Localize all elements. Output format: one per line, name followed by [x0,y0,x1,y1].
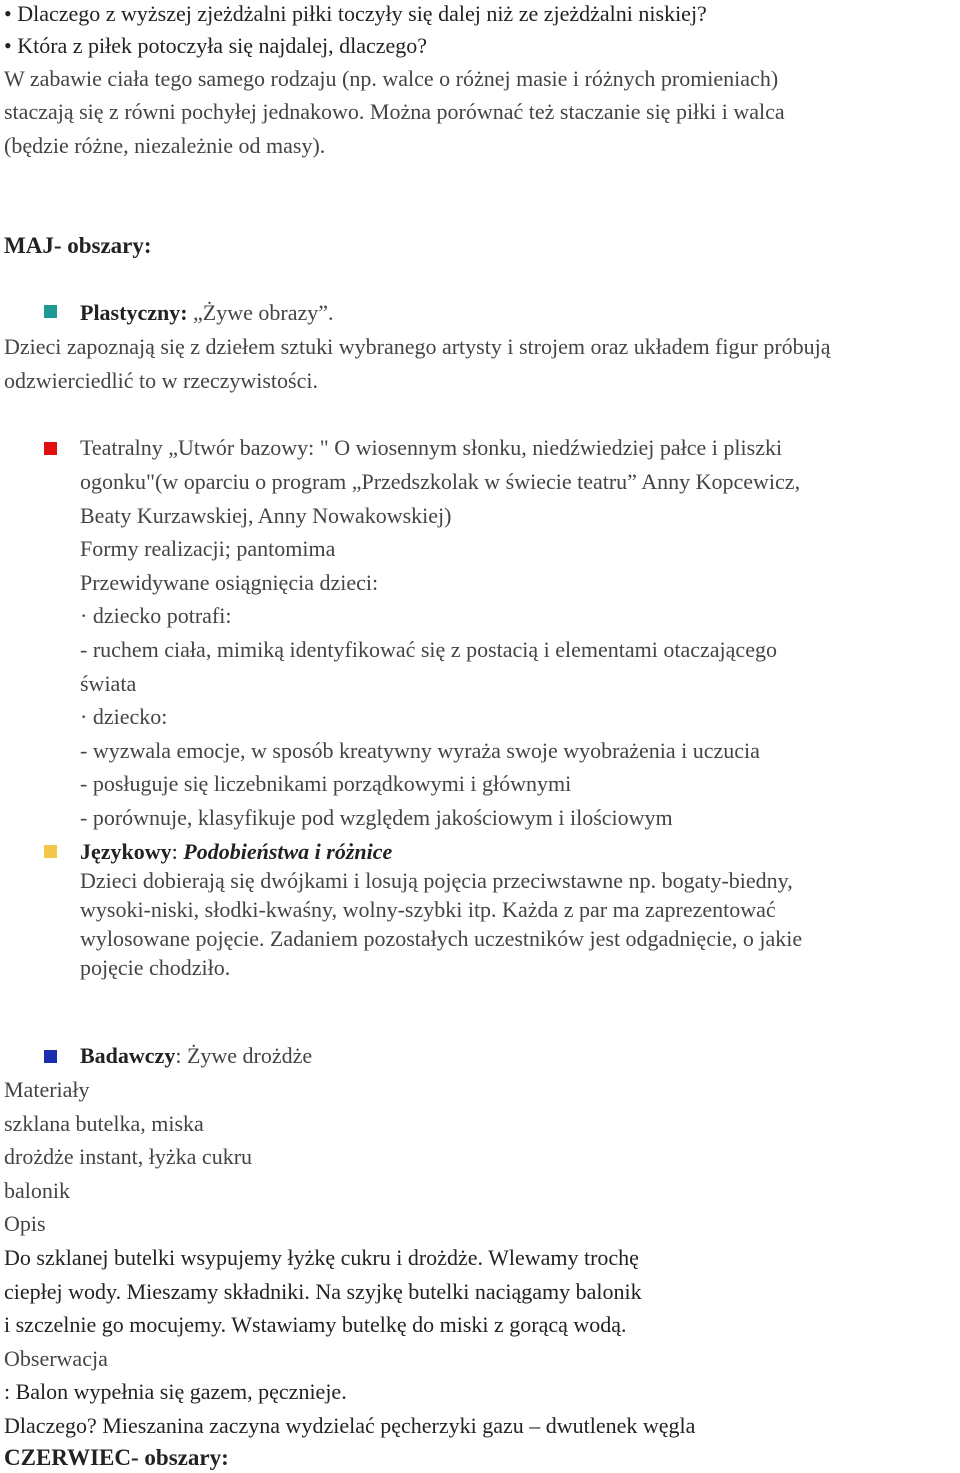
badawczy-name: : Żywe drożdże [175,1043,313,1068]
badawczy-line: balonik [4,1178,70,1203]
badawczy-line: ciepłej wody. Mieszamy składniki. Na szyjkę butelki naciągamy balonik [4,1279,642,1304]
badawczy-line: Obserwacja [4,1346,108,1371]
jezykowy-desc-line: Dzieci dobierają się dwójkami i losują pojęcia przeciwstawne np. bogaty-biedny, [80,868,793,893]
jezykowy-label: Językowy [80,839,172,864]
intro-paragraph-line: W zabawie ciała tego samego rodzaju (np. walce o różnej masie i różnych promieniach) [4,66,779,91]
intro-paragraph-line: (będzie różne, niezależnie od masy). [4,133,326,158]
section-heading-maj: MAJ- obszary: [4,233,152,258]
teatralny-line: - ruchem ciała, mimiką identyfikować się z postacią i elementami otaczającego [80,637,777,662]
plastyczny-label: Plastyczny: [80,300,188,325]
badawczy-line: Do szklanej butelki wsypujemy łyżkę cukru i drożdże. Wlewamy trochę [4,1245,639,1270]
plastyczny-title [80,299,334,327]
badawczy-line: : Balon wypełnia się gazem, pęcznieje. [4,1379,347,1404]
badawczy-line: szklana butelka, miska [4,1111,204,1136]
teatralny-line: · dziecko potrafi: [80,603,232,628]
badawczy-title [80,1042,312,1070]
badawczy-label: Badawczy [80,1043,176,1068]
teatralny-line: - wyzwala emocje, w sposób kreatywny wyraża swoje wyobrażenia i uczucia [80,738,760,763]
jezykowy-desc-line: wylosowane pojęcie. Zadaniem pozostałych uczestników jest odgadnięcie, o jakie [80,926,803,951]
teatralny-line: Beaty Kurzawskiej, Anny Nowakowskiej) [80,503,452,528]
jezykowy-title [80,838,392,866]
plastyczny-name: „Żywe obrazy”. [187,300,334,325]
teatralny-line: Przewidywane osiągnięcia dzieci: [80,570,379,595]
question-1: • Dlaczego z wyższej zjeżdżalni piłki toczyły się dalej niż ze zjeżdżalni niskiej? [4,1,707,26]
red-square-icon [44,442,57,455]
teatralny-line: Teatralny „Utwór bazowy: " O wiosennym słonku, niedźwiedziej pałce i pliszki [80,435,783,460]
teatralny-line: Formy realizacji; pantomima [80,536,336,561]
badawczy-line: Materiały [4,1077,90,1102]
plastyczny-desc-line: odzwierciedlić to w rzeczywistości. [4,368,318,393]
teatralny-line: - porównuje, klasyfikuje pod względem jakościowym i ilościowym [80,805,673,830]
badawczy-line: drożdże instant, łyżka cukru [4,1144,253,1169]
question-2: • Która z piłek potoczyła się najdalej, dlaczego? [4,33,428,58]
jezykowy-colon: : [171,839,184,864]
badawczy-line: Dlaczego? Mieszanina zaczyna wydzielać pęcherzyki gazu – dwutlenek węgla [4,1413,696,1438]
intro-paragraph-line: staczają się z równi pochyłej jednakowo. Można porównać też staczanie się piłki i walca [4,99,785,124]
badawczy-line: i szczelnie go mocujemy. Wstawiamy butelkę do miski z gorącą wodą. [4,1312,627,1337]
teal-square-icon [44,305,57,318]
teatralny-line: · dziecko: [80,704,168,729]
jezykowy-desc-line: pojęcie chodziło. [80,955,231,980]
plastyczny-desc-line: Dzieci zapoznają się z dziełem sztuki wybranego artysty i strojem oraz układem figur próbują [4,334,831,359]
jezykowy-desc-line: wysoki-niski, słodki-kwaśny, wolny-szybki itp. Każda z par ma zaprezentować [80,897,776,922]
badawczy-line: Opis [4,1211,46,1236]
teatralny-line: świata [80,671,137,696]
teatralny-line: - posługuje się liczebnikami porządkowymi i głównymi [80,771,572,796]
section-heading-czerwiec: CZERWIEC- obszary: [4,1445,229,1470]
blue-square-icon [44,1050,57,1063]
teatralny-line: ogonku"(w oparciu o program „Przedszkolak w świecie teatru” Anny Kopcewicz, [80,469,801,494]
jezykowy-name: Podobieństwa i różnice [183,839,393,864]
yellow-square-icon [44,845,57,858]
